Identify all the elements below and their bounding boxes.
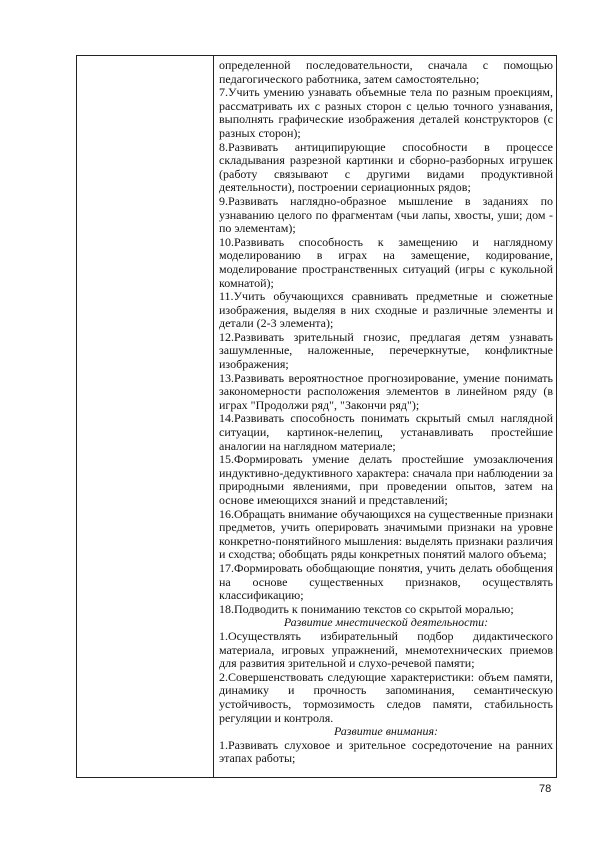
paragraph: 1.Развивать слуховое и зрительное сосредоточение на ранних этапах работы; <box>219 737 553 766</box>
table-right-column <box>214 56 556 777</box>
content-table <box>76 55 557 778</box>
paragraph: 17.Формировать обобщающие понятия, учить делать обобщения на основе существенных признаков, осуществлять классификацию; <box>219 560 553 603</box>
paragraph: 9.Развивать наглядно-образное мышление в заданиях по узнаванию целого по фрагментам (чьи лапы, хвосты, уши; дом - по элементам); <box>219 193 553 236</box>
paragraph: 12.Развивать зрительный гнозис, предлагая детям узнавать зашумленные, наложенные, перечеркнутые, конфликтные изображения; <box>219 329 553 372</box>
paragraph: 7.Учить умению узнавать объемные тела по разным проекциям, рассматривать их с разных сторон с целью точного узнавания, выполнять графические изображения деталей конструкторов (с разных сторон); <box>219 85 553 140</box>
paragraph: 8.Развивать антиципирующие способности в процессе складывания разрезной картинки и сборно-разборных игрушек (работу связывают с другими видами продуктивной деятельности), построении сериационных рядов; <box>219 139 553 195</box>
page-number: 78 <box>539 783 552 795</box>
paragraph: 16.Обращать внимание обучающихся на существенные признаки предметов, учить оперировать значимыми признаки на уровне конкретно-понятийного мышления: выделять признаки различия и сходства; обобщать ряды конкретных понятий малого объема; <box>219 506 553 562</box>
table-left-column <box>77 56 214 777</box>
paragraph: 14.Развивать способность понимать скрытый смыл наглядной ситуации, картинок-нелепиц, устанавливать простейшие аналогии на наглядном материале; <box>219 411 553 453</box>
paragraph: 18.Подводить к пониманию текстов со скрытой моралью; <box>219 601 514 616</box>
paragraph: 15.Формировать умение делать простейшие умозаключения индуктивно-дедуктивного характера: сначала при наблюдении за природными явлениями, при проведении опытов, затем на основе имеющихся знаний и представлений; <box>219 452 553 507</box>
paragraph: 1.Осуществлять избирательный подбор дидактического материала, игровых упражнений, мнемотехнических приемов для развития зрительной и слухо-речевой памяти; <box>219 628 553 671</box>
paragraph: 11.Учить обучающихся сравнивать предметные и сюжетные изображения, выделяя в них сходные и различные элементы и детали (2-3 элемента); <box>219 289 553 331</box>
section-heading: Развитие мнестической деятельности: <box>283 615 489 630</box>
paragraph: 13.Развивать вероятностное прогнозирование, умение понимать закономерности расположения элементов в линейном ряду (в играх "Продолжи ряд", "Закончи ряд"); <box>219 370 553 412</box>
paragraph: 10.Развивать способность к замещению и наглядному моделированию в играх на замещение, кодирование, моделирование пространственных ситуаций (игры с кукольной комнатой); <box>219 234 553 290</box>
paragraph: определенной последовательности, сначала с помощью педагогического работника, затем самостоятельно; <box>219 58 553 86</box>
paragraph: 2.Совершенствовать следующие характеристики: объем памяти, динамику и прочность запоминания, семантическую устойчивость, тормозимость следов памяти, стабильность регуляции и контроля. <box>219 669 553 725</box>
section-heading: Развитие внимания: <box>333 724 439 739</box>
